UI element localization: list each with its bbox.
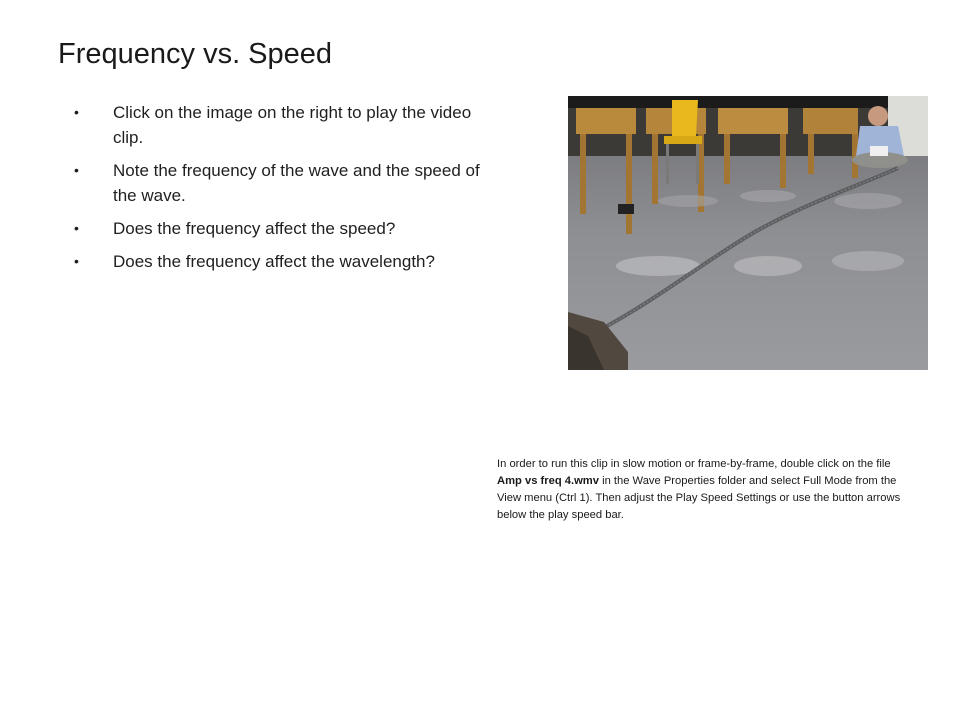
slide-title: Frequency vs. Speed (58, 38, 333, 70)
note-text-part1: In order to run this clip in slow motion or frame-by-frame, double click on the file (497, 458, 891, 470)
note-file-name: Amp vs freq 4.wmv (497, 475, 599, 487)
bullet-text: Click on the image on the right to play the video clip. (113, 103, 472, 147)
bullet-item (74, 249, 484, 274)
bullet-dot-icon: • (74, 220, 79, 236)
video-clip-thumbnail[interactable] (568, 96, 928, 370)
bullet-list (74, 100, 484, 282)
bullet-dot-icon: • (74, 104, 79, 120)
bullet-dot-icon: • (74, 253, 79, 269)
note-text-part2: in the Wave Properties folder and select Full Mode from the View menu (Ctrl 1). Then adjust the Play Speed Settings or use the button arrows below the play speed bar. (497, 475, 901, 521)
bullet-item (74, 100, 484, 150)
bullet-item (74, 216, 484, 241)
bullet-text: Does the frequency affect the wavelength? (113, 252, 435, 271)
instruction-note (497, 456, 902, 524)
classroom-video-frame-image (568, 96, 928, 370)
bullet-text: Does the frequency affect the speed? (113, 219, 396, 238)
bullet-dot-icon: • (74, 162, 79, 178)
bullet-item (74, 158, 484, 208)
bullet-text: Note the frequency of the wave and the speed of the wave. (113, 161, 480, 205)
